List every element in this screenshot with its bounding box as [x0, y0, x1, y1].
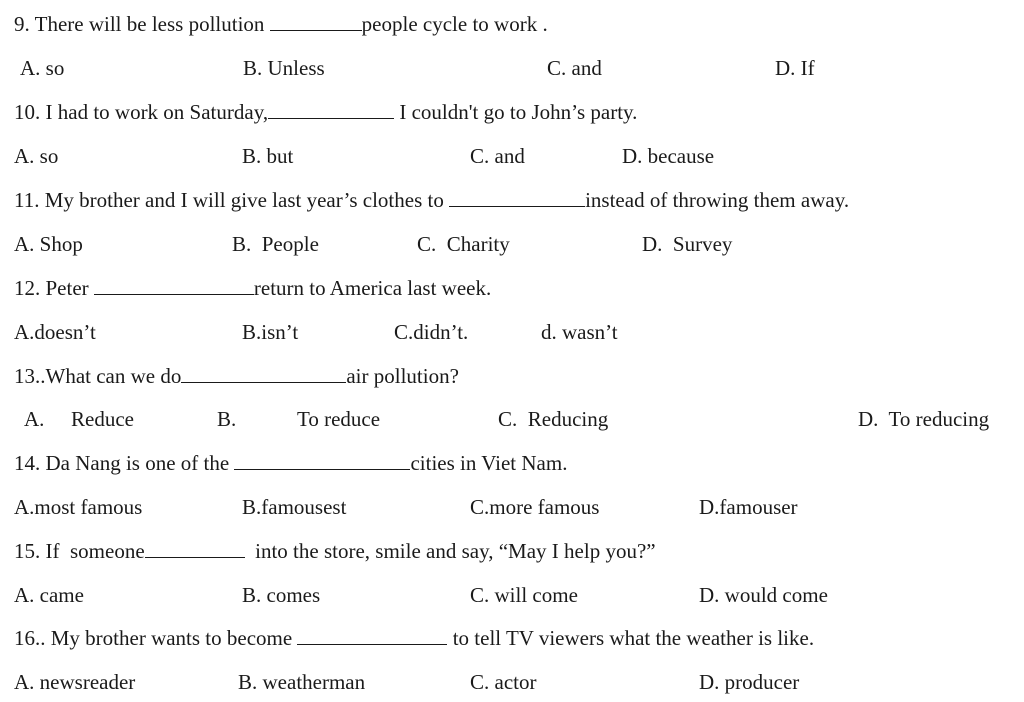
question-number: 13.. [14, 364, 46, 388]
option-d: D. To reducing [858, 407, 990, 431]
question-text-post: return to America last week. [253, 276, 492, 300]
option-d: D. If [775, 56, 815, 80]
question-14 [14, 450, 567, 476]
question-number: 9. [14, 12, 30, 36]
question-number: 12. [14, 276, 41, 300]
question-text-pre: If someone [45, 539, 145, 563]
question-16 [14, 625, 814, 651]
option-d: D. would come [699, 583, 828, 607]
answer-blank [145, 539, 245, 558]
question-text-post: instead of throwing them away. [585, 188, 850, 212]
option-c: C.didn’t. [394, 320, 469, 344]
option-a: A.doesn’t [14, 320, 96, 344]
option-b: B.famousest [242, 495, 347, 519]
question-text-post: to tell TV viewers what the weather is like. [452, 626, 815, 650]
question-text-pre: Da Nang is one of the [45, 451, 230, 475]
question-number: 16.. [14, 626, 46, 650]
option-a-letter: A. [24, 407, 45, 431]
option-c: C. Reducing [498, 407, 609, 431]
option-b: B. Unless [243, 56, 325, 80]
option-b: B.isn’t [242, 320, 299, 344]
question-text-pre: I had to work on Saturday, [45, 100, 269, 124]
question-number: 11. [14, 188, 40, 212]
answer-blank [268, 100, 394, 119]
question-text-pre: There will be less pollution [34, 12, 265, 36]
question-text-post: air pollution? [346, 364, 459, 388]
question-text-post: people cycle to work . [361, 12, 548, 36]
question-10 [14, 99, 637, 125]
option-a: A. newsreader [14, 670, 136, 694]
option-a: A.most famous [14, 495, 143, 519]
option-c: C. actor [470, 670, 537, 694]
option-a: A. so [20, 56, 65, 80]
question-number: 14. [14, 451, 41, 475]
answer-blank [94, 276, 254, 295]
option-c: C. Charity [417, 232, 510, 256]
answer-blank [234, 451, 410, 470]
option-b: B. People [232, 232, 319, 256]
question-text-post: cities in Viet Nam. [410, 451, 568, 475]
option-c: C. and [547, 56, 602, 80]
question-number: 10. [14, 100, 41, 124]
answer-blank [449, 188, 585, 207]
question-text-pre: Peter [45, 276, 89, 300]
option-a: A. so [14, 144, 59, 168]
option-b: B. comes [242, 583, 321, 607]
answer-blank [270, 12, 362, 31]
question-text-pre: What can we do [45, 364, 182, 388]
option-b: B. weatherman [238, 670, 366, 694]
option-a: A. Shop [14, 232, 83, 256]
question-text-post: into the store, smile and say, “May I help you?” [255, 539, 656, 563]
answer-blank [297, 626, 447, 645]
question-15 [14, 538, 656, 564]
option-b: B. but [242, 144, 294, 168]
option-c: C.more famous [470, 495, 600, 519]
option-d: D. because [622, 144, 715, 168]
question-9 [14, 11, 548, 37]
question-13 [14, 363, 459, 389]
option-d: d. wasn’t [541, 320, 618, 344]
answer-blank [181, 364, 346, 383]
option-c: C. will come [470, 583, 578, 607]
question-text-pre: My brother and I will give last year’s clothes to [44, 188, 444, 212]
option-a: A. came [14, 583, 84, 607]
option-d: D. producer [699, 670, 800, 694]
option-d: D. Survey [642, 232, 733, 256]
question-text-pre: My brother wants to become [50, 626, 293, 650]
option-b-letter: B. [217, 407, 237, 431]
option-c: C. and [470, 144, 525, 168]
question-11 [14, 187, 849, 213]
option-a-text: Reduce [71, 407, 134, 431]
question-number: 15. [14, 539, 41, 563]
option-b-text: To reduce [297, 407, 381, 431]
option-d: D.famouser [699, 495, 798, 519]
question-text-post: I couldn't go to John’s party. [399, 100, 638, 124]
question-12 [14, 275, 491, 301]
